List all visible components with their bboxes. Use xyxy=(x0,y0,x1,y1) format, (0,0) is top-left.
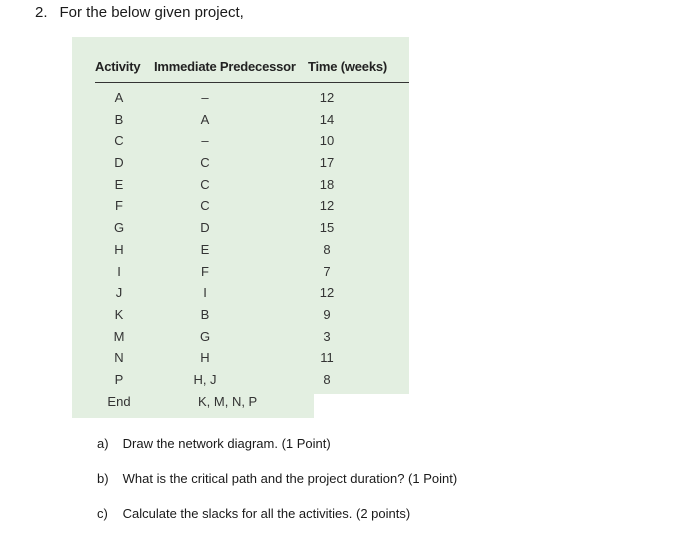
cell-predecessor: B xyxy=(200,306,210,322)
cell-time: 12 xyxy=(319,198,335,214)
cell-time: 11 xyxy=(320,350,334,366)
cell-activity: H xyxy=(114,241,124,257)
cell-predecessor: H xyxy=(200,350,210,366)
cell-predecessor: F xyxy=(201,263,209,279)
header-activity: Activity xyxy=(95,59,141,74)
subquestion-label: c) xyxy=(97,506,108,521)
cell-predecessor: C xyxy=(200,176,210,192)
subquestion-text: What is the critical path and the project duration? (1 Point) xyxy=(122,471,458,486)
table-body xyxy=(95,88,409,413)
cell-predecessor: A xyxy=(200,111,210,127)
cell-activity: C xyxy=(114,133,124,149)
table-row xyxy=(95,240,409,262)
cell-activity: P xyxy=(114,371,124,387)
question-number: 2. xyxy=(35,4,48,21)
cell-predecessor: K, M, N, P xyxy=(198,393,258,409)
cell-predecessor: H, J xyxy=(193,371,217,387)
table-row xyxy=(95,218,409,240)
cell-time: 7 xyxy=(323,263,331,279)
cell-time: 18 xyxy=(319,176,335,192)
cell-activity: N xyxy=(114,350,124,366)
cell-activity: G xyxy=(113,220,125,236)
table-row xyxy=(95,196,409,218)
table-row xyxy=(95,283,409,305)
cell-predecessor: D xyxy=(200,220,210,236)
cell-activity: E xyxy=(114,176,124,192)
table-row xyxy=(95,262,409,284)
table-row xyxy=(95,392,409,414)
subquestion-a xyxy=(97,436,457,471)
subquestion-text: Calculate the slacks for all the activities. (2 points) xyxy=(122,506,411,521)
cell-time: 3 xyxy=(323,328,331,344)
cell-time: 8 xyxy=(323,371,331,387)
cell-time: 9 xyxy=(323,306,331,322)
cell-predecessor: – xyxy=(201,133,209,149)
table-row xyxy=(95,88,409,110)
subquestion-list xyxy=(97,436,457,541)
cell-activity: A xyxy=(114,90,124,105)
subquestion-label: b) xyxy=(97,471,109,486)
subquestion-label: a) xyxy=(97,436,109,451)
cell-activity: End xyxy=(107,393,131,409)
table-row xyxy=(95,305,409,327)
table-row xyxy=(95,370,409,392)
cell-time: 15 xyxy=(319,220,335,236)
table-row xyxy=(95,348,409,370)
cell-time: 14 xyxy=(319,111,335,127)
cell-predecessor: E xyxy=(200,241,210,257)
cell-time: 12 xyxy=(319,285,335,301)
cell-predecessor: C xyxy=(200,198,210,214)
cell-time: 10 xyxy=(319,133,335,149)
table-row xyxy=(95,175,409,197)
table-row xyxy=(95,153,409,175)
cell-predecessor: C xyxy=(200,155,210,171)
table-row xyxy=(95,131,409,153)
cell-activity: F xyxy=(115,198,123,214)
cell-activity: K xyxy=(114,306,124,322)
question-text: For the below given project, xyxy=(59,4,244,21)
cell-activity: B xyxy=(114,111,124,127)
cell-predecessor: G xyxy=(199,328,211,344)
header-predecessor: Immediate Predecessor xyxy=(154,59,296,74)
header-time: Time (weeks) xyxy=(308,59,388,74)
cell-activity: D xyxy=(114,155,124,171)
cell-activity: J xyxy=(115,285,123,301)
cell-predecessor: – xyxy=(201,90,209,105)
subquestion-text: Draw the network diagram. (1 Point) xyxy=(122,436,331,451)
cell-time: 8 xyxy=(323,241,331,257)
subquestion-c xyxy=(97,506,457,541)
question-header xyxy=(35,4,244,21)
cell-time: 12 xyxy=(319,90,335,105)
cell-predecessor: I xyxy=(203,285,207,301)
cell-activity: I xyxy=(117,263,121,279)
table-row xyxy=(95,327,409,349)
table-row xyxy=(95,110,409,132)
cell-time: 17 xyxy=(319,155,335,171)
cell-activity: M xyxy=(113,328,125,344)
subquestion-b xyxy=(97,471,457,506)
header-divider xyxy=(95,82,409,83)
